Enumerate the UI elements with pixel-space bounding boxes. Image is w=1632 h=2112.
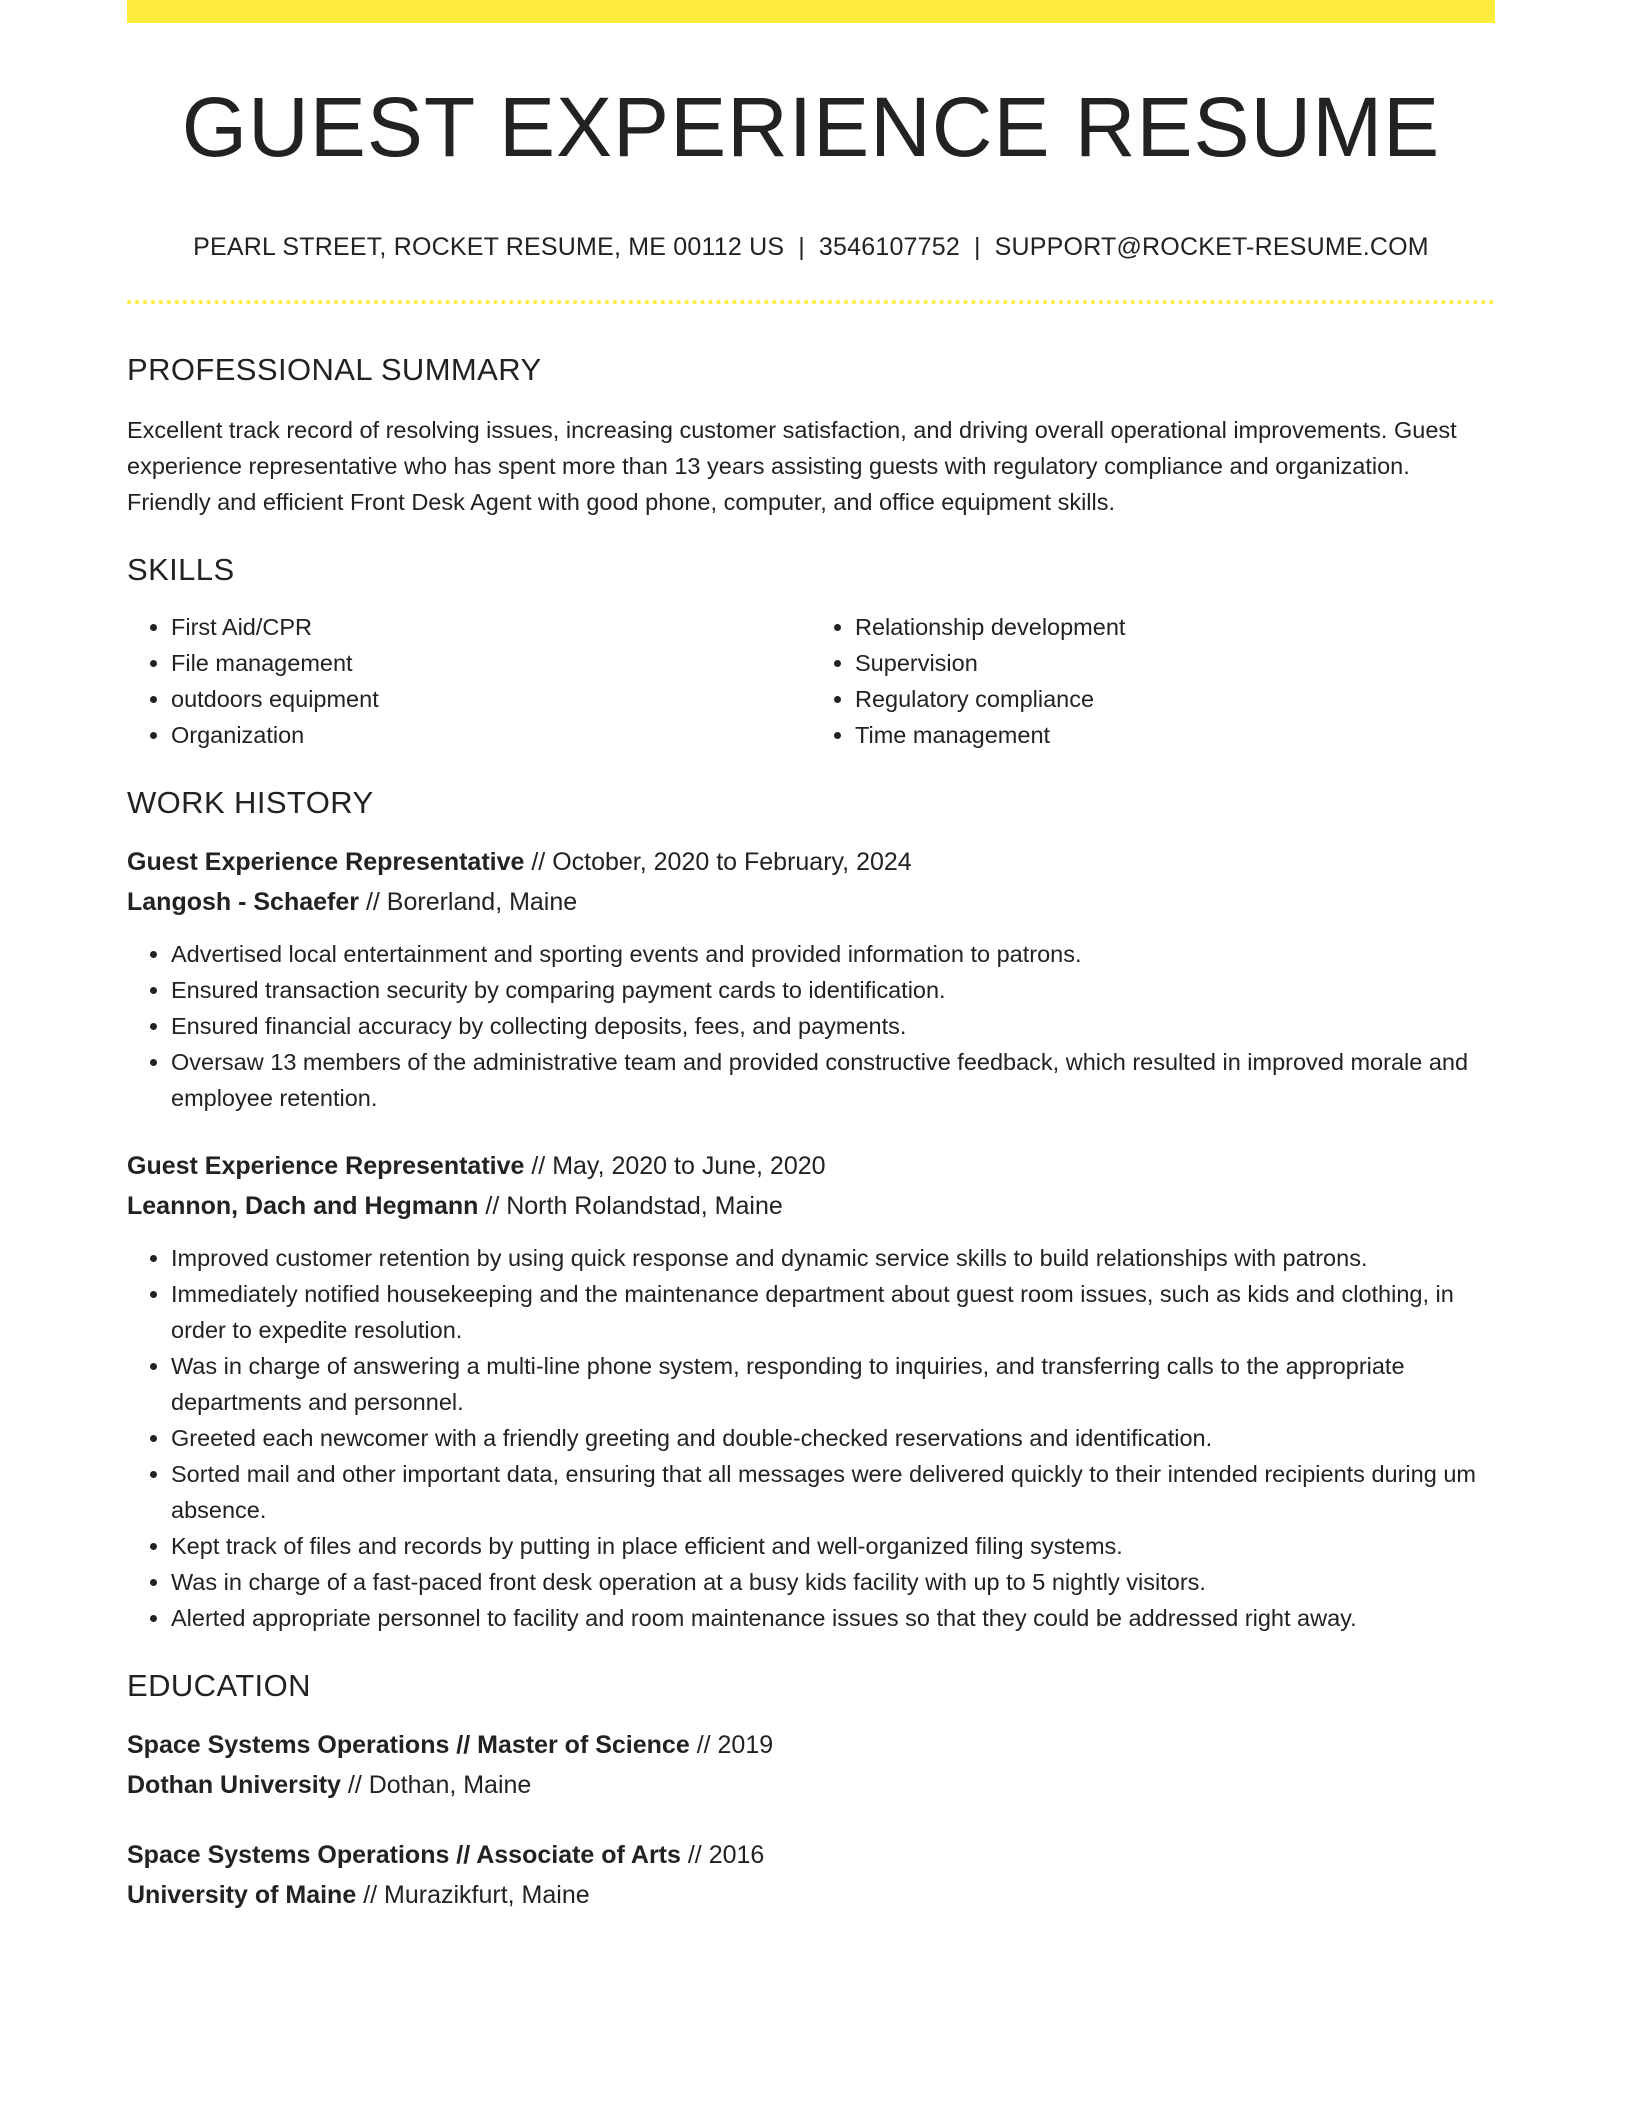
skills-section xyxy=(127,554,1495,753)
resume-page xyxy=(127,0,1495,1915)
job-entry xyxy=(127,842,1495,1116)
skill-item: • First Aid/CPR xyxy=(171,609,811,645)
job-company-line xyxy=(127,1186,1495,1226)
skills-heading: SKILLS xyxy=(127,552,235,587)
job-bullet: • Ensured transaction security by comparing payment cards to identification. xyxy=(171,972,1495,1008)
summary-text: Excellent track record of resolving issues, increasing customer satisfaction, and driving overall operational improvements. Guest experience representative who has spent more than 13 years assisting guests with regulatory compliance and organization. Friendly and efficient Front Desk Agent with good phone, computer, and office equipment skills. xyxy=(127,417,1457,515)
skill-item: • Time management xyxy=(855,717,1495,753)
education-entry xyxy=(127,1835,1495,1915)
job-bullets xyxy=(127,936,1495,1116)
skill-item: • Organization xyxy=(171,717,811,753)
education-year: // 2016 xyxy=(687,1841,765,1869)
education-school-line xyxy=(127,1765,1495,1805)
job-bullets xyxy=(127,1240,1495,1636)
job-title: Guest Experience Representative xyxy=(127,1152,525,1180)
job-bullet: • Alerted appropriate personnel to facility and room maintenance issues so that they could be addressed right away. xyxy=(171,1600,1495,1636)
accent-bar xyxy=(127,0,1495,23)
dotted-divider xyxy=(127,300,1495,304)
job-bullet: • Ensured financial accuracy by collecting deposits, fees, and payments. xyxy=(171,1008,1495,1044)
job-dates: // October, 2020 to February, 2024 xyxy=(531,848,912,876)
education-location: // Murazikfurt, Maine xyxy=(363,1881,590,1909)
job-bullet: • Greeted each newcomer with a friendly greeting and double-checked reservations and identification. xyxy=(171,1420,1495,1456)
job-bullet: • Immediately notified housekeeping and the maintenance department about guest room issues, such as kids and clothing, in order to expedite resolution. xyxy=(171,1276,1495,1348)
skills-right-list xyxy=(811,609,1495,753)
job-bullet: • Sorted mail and other important data, ensuring that all messages were delivered quickly to their intended recipients during um absence. xyxy=(171,1456,1495,1528)
resume-title: GUEST EXPERIENCE RESUME xyxy=(181,80,1441,174)
job-bullet: • Improved customer retention by using quick response and dynamic service skills to build relationships with patrons. xyxy=(171,1240,1495,1276)
job-location: // North Rolandstad, Maine xyxy=(485,1192,783,1220)
job-entry xyxy=(127,1146,1495,1636)
job-bullet: • Advertised local entertainment and sporting events and provided information to patrons. xyxy=(171,936,1495,972)
work-section xyxy=(127,787,1495,1636)
job-bullet: • Oversaw 13 members of the administrative team and provided constructive feedback, which resulted in improved morale and employee retention. xyxy=(171,1044,1495,1116)
skill-item: • Supervision xyxy=(855,645,1495,681)
education-entry xyxy=(127,1725,1495,1805)
education-year: // 2019 xyxy=(696,1731,774,1759)
contact-separator: | xyxy=(973,233,981,261)
job-company: Leannon, Dach and Hegmann xyxy=(127,1192,479,1220)
skill-item: • File management xyxy=(171,645,811,681)
job-title-line xyxy=(127,842,1495,882)
work-heading: WORK HISTORY xyxy=(127,785,374,820)
education-degree-line xyxy=(127,1725,1495,1765)
education-degree: Space Systems Operations // Associate of Arts xyxy=(127,1841,681,1869)
job-company: Langosh - Schaefer xyxy=(127,888,359,916)
education-location: // Dothan, Maine xyxy=(347,1771,532,1799)
job-bullet: • Was in charge of answering a multi-line phone system, responding to inquiries, and transferring calls to the appropriate departments and personnel. xyxy=(171,1348,1495,1420)
skill-item: • Relationship development xyxy=(855,609,1495,645)
contact-phone: 3546107752 xyxy=(818,233,960,261)
education-degree: Space Systems Operations // Master of Science xyxy=(127,1731,690,1759)
contact-line xyxy=(127,233,1495,262)
job-company-line xyxy=(127,882,1495,922)
skills-left-list xyxy=(127,609,811,753)
education-degree-line xyxy=(127,1835,1495,1875)
contact-separator: | xyxy=(798,233,805,261)
summary-section xyxy=(127,354,1495,520)
job-bullet: • Kept track of files and records by putting in place efficient and well-organized filing systems. xyxy=(171,1528,1495,1564)
education-school-line xyxy=(127,1875,1495,1915)
education-school: Dothan University xyxy=(127,1771,341,1799)
skill-item: • outdoors equipment xyxy=(171,681,811,717)
job-title: Guest Experience Representative xyxy=(127,848,525,876)
job-title-line xyxy=(127,1146,1495,1186)
skills-columns xyxy=(127,609,1495,753)
education-school: University of Maine xyxy=(127,1881,357,1909)
summary-heading: PROFESSIONAL SUMMARY xyxy=(127,352,542,387)
job-location: // Borerland, Maine xyxy=(365,888,578,916)
education-section xyxy=(127,1670,1495,1915)
contact-address: PEARL STREET, ROCKET RESUME, ME 00112 US xyxy=(193,233,785,261)
contact-email: SUPPORT@ROCKET-RESUME.COM xyxy=(994,233,1429,261)
skill-item: • Regulatory compliance xyxy=(855,681,1495,717)
education-heading: EDUCATION xyxy=(127,1668,311,1703)
job-bullet: • Was in charge of a fast-paced front desk operation at a busy kids facility with up to 5 nightly visitors. xyxy=(171,1564,1495,1600)
job-dates: // May, 2020 to June, 2020 xyxy=(531,1152,826,1180)
